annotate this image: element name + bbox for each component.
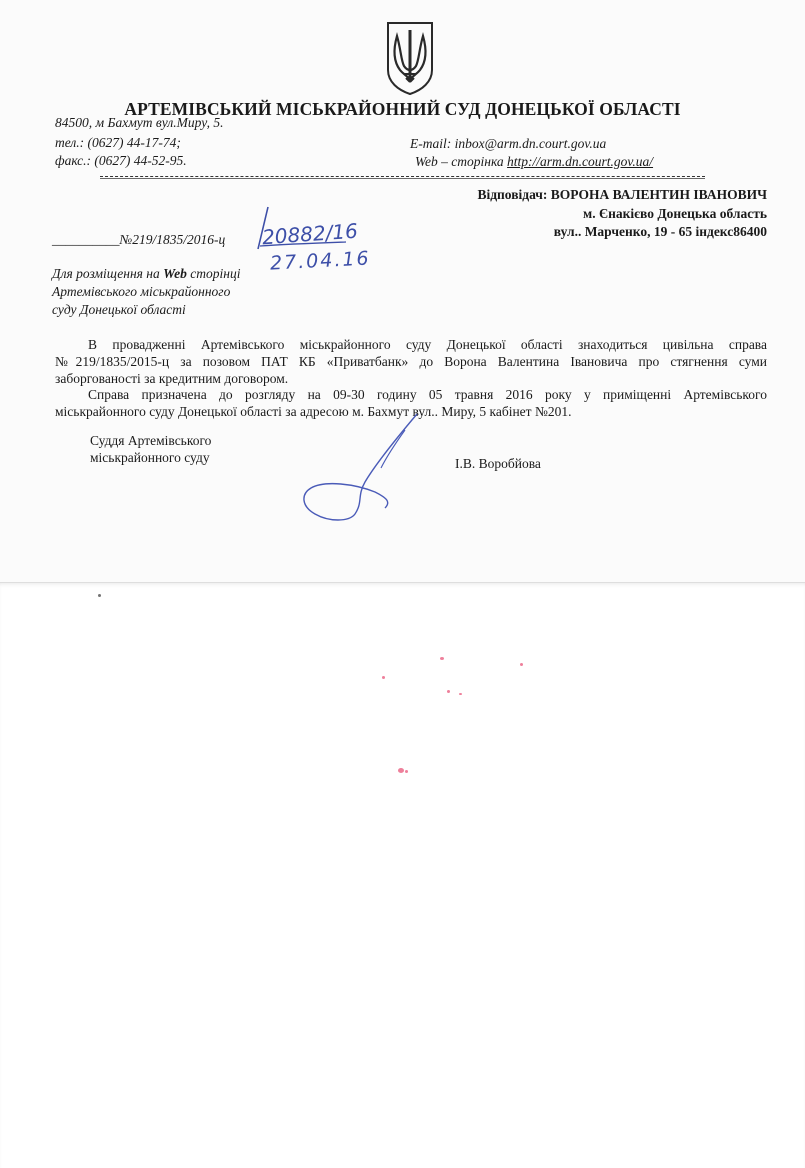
outgoing-number xyxy=(52,232,225,248)
number-blank: __________ xyxy=(52,232,120,247)
court-fax: факс.: (0627) 44-52-95. xyxy=(55,153,187,168)
handwritten-date: 27.04.16 xyxy=(269,247,372,275)
court-name: АРТЕМІВСЬКИЙ МІСЬКРАЙОННИЙ СУД ДОНЕЦЬКОЇ ОБЛАСТІ xyxy=(124,99,681,119)
judge-title-line1: Суддя Артемівського xyxy=(90,433,212,448)
website-link[interactable]: http://arm.dn.court.gov.ua/ xyxy=(507,154,654,169)
red-speck xyxy=(520,663,523,666)
judge-title-line2: міськрайонного суду xyxy=(90,450,210,465)
court-website xyxy=(415,154,653,170)
placement-suffix: сторінці xyxy=(186,266,241,281)
placement-web: Web xyxy=(163,266,187,281)
case-number: №219/1835/2016-ц xyxy=(119,232,226,247)
court-phone: тел.: (0627) 44-17-74; xyxy=(55,135,181,150)
website-label: Web – сторінка xyxy=(415,154,508,169)
hearing-paragraph-line2: міськрайонного суду Донецької області за адресою м. Бахмут вул.. Миру, 5 кабінет №201. xyxy=(55,404,572,419)
red-speck xyxy=(398,768,404,773)
placement-note-line1 xyxy=(52,266,240,282)
red-speck xyxy=(382,676,385,679)
case-paragraph-line1: В провадженні Артемівського міськрайонного суду Донецької області знаходиться цивільна справа xyxy=(88,337,767,352)
placement-note-line3: суду Донецької області xyxy=(52,302,186,317)
judge-name: І.В. Воробйова xyxy=(455,456,541,471)
case-paragraph xyxy=(55,336,767,387)
coat-of-arms-icon xyxy=(384,20,436,96)
judge-signature xyxy=(295,410,425,525)
red-speck xyxy=(447,690,450,693)
header-divider xyxy=(100,176,705,177)
red-speck xyxy=(440,657,444,660)
hearing-paragraph-line1: Справа призначена до розгляду на 09-30 годину 05 травня 2016 року у приміщенні Артемівського xyxy=(88,387,767,402)
recipient-city: м. Єнакієво Донецька область xyxy=(583,206,767,221)
header-divider-underline xyxy=(100,178,705,179)
handwritten-number: 20882/16 xyxy=(261,218,359,250)
placement-prefix: Для розміщення на xyxy=(52,266,164,281)
recipient-street: вул.. Марченко, 19 - 65 індекс86400 xyxy=(553,224,767,239)
red-speck xyxy=(459,693,462,695)
blank-back-page xyxy=(0,582,805,1168)
recipient-name: Відповідач: ВОРОНА ВАЛЕНТИН ІВАНОВИЧ xyxy=(477,187,767,202)
court-address: 84500, м Бахмут вул.Миру, 5. xyxy=(55,115,224,130)
red-speck xyxy=(405,770,408,773)
placement-note-line2: Артемівського міськрайонного xyxy=(52,284,231,299)
case-paragraph-line3: заборгованості за кредитним договором. xyxy=(55,371,289,386)
case-paragraph-line2: №219/1835/2015-ц за позовом ПАТ КБ «Приватбанк» до Ворона Валентина Івановича про стягнення суми xyxy=(55,354,767,369)
court-email[interactable]: E-mail: inbox@arm.dn.court.gov.ua xyxy=(410,136,607,151)
dark-speck xyxy=(98,594,101,597)
